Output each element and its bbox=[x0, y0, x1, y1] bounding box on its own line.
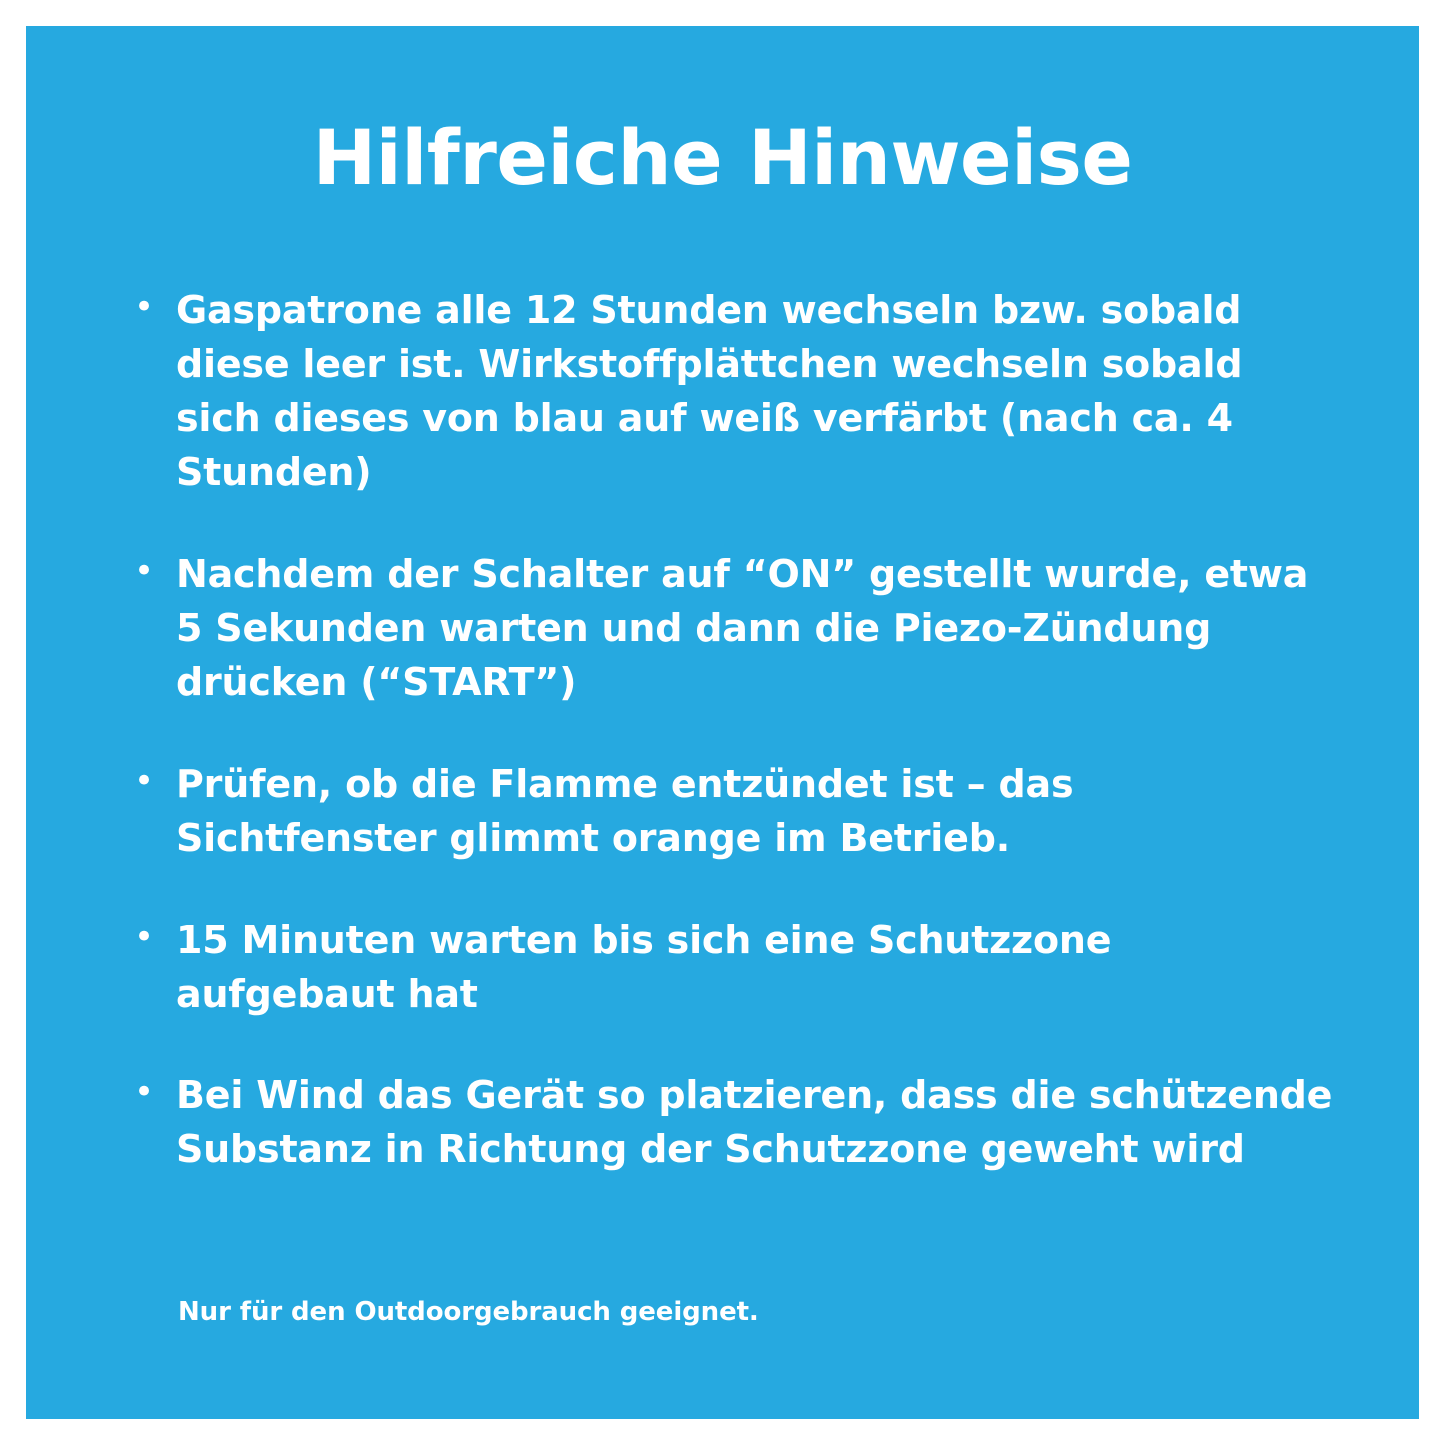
footnote: Nur für den Outdoorgebrauch geeignet. bbox=[178, 1297, 759, 1327]
list-item-text: Prüfen, ob die Flamme entzündet ist – das Sichtfenster glimmt orange im Betrieb. bbox=[176, 761, 1074, 860]
list-item-text: Nachdem der Schalter auf “ON” gestellt wurde, etwa 5 Sekunden warten und dann die Piezo-Zündung drücken (“START”) bbox=[176, 551, 1309, 704]
list-item bbox=[134, 1069, 1339, 1177]
list-item-text: Bei Wind das Gerät so platzieren, dass die schützende Substanz in Richtung der Schutzzone geweht wird bbox=[176, 1073, 1333, 1172]
list-item bbox=[134, 548, 1339, 710]
list-item bbox=[134, 284, 1339, 500]
tips-list bbox=[134, 284, 1339, 1225]
list-item bbox=[134, 914, 1339, 1022]
bullet-icon: • bbox=[134, 760, 155, 801]
tips-card bbox=[26, 26, 1419, 1419]
page-title: Hilfreiche Hinweise bbox=[312, 113, 1133, 202]
bullet-icon: • bbox=[134, 550, 155, 591]
list-item-text: Gaspatrone alle 12 Stunden wechseln bzw. sobald diese leer ist. Wirkstoffplättchen wechseln sobald sich dieses von blau auf weiß verfärbt (nach ca. 4 Stunden) bbox=[176, 288, 1243, 494]
list-item-text: 15 Minuten warten bis sich eine Schutzzone aufgebaut hat bbox=[176, 917, 1112, 1016]
bullet-icon: • bbox=[134, 287, 155, 327]
bullet-icon: • bbox=[134, 1072, 155, 1113]
bullet-icon: • bbox=[134, 916, 155, 957]
list-item bbox=[134, 758, 1339, 866]
